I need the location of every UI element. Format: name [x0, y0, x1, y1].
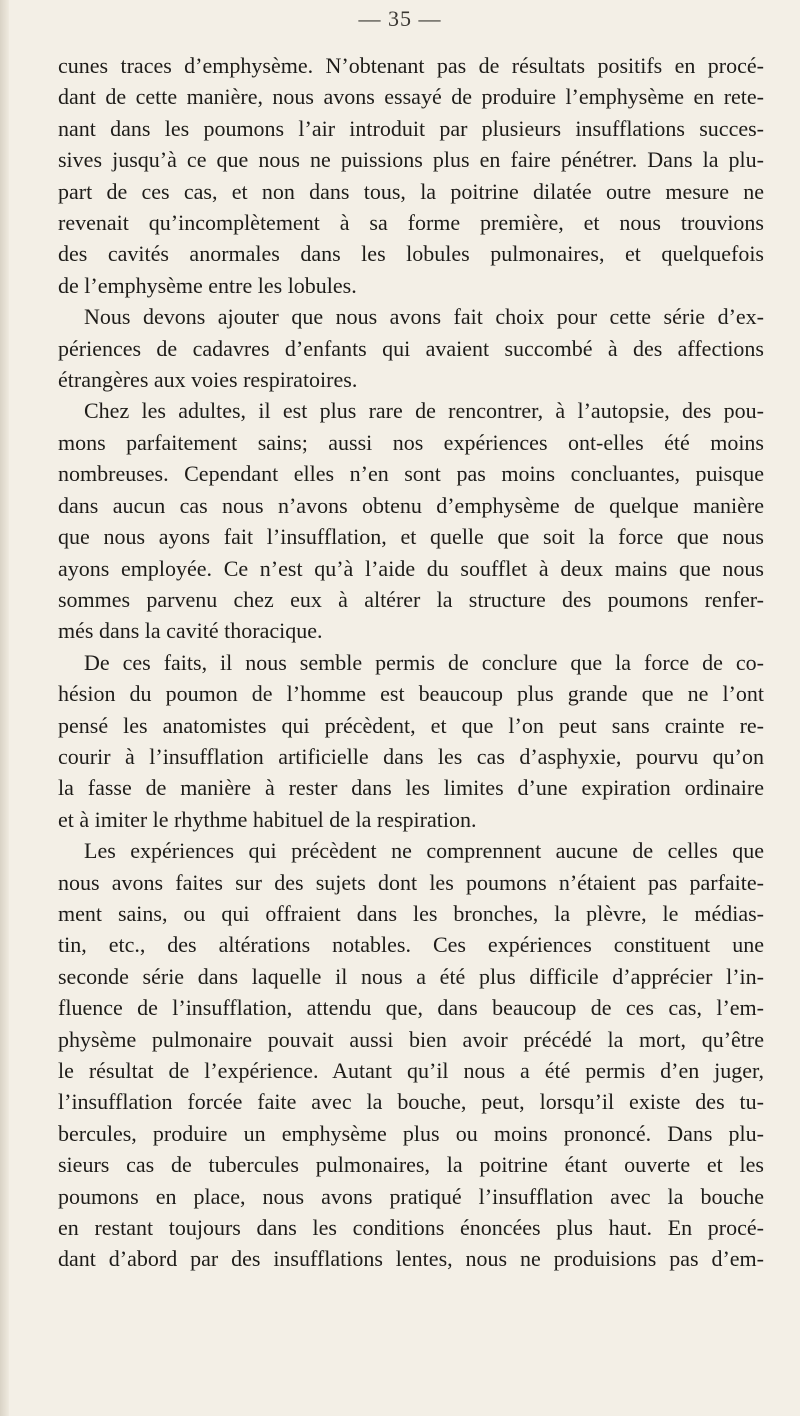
- text-line: sieurs cas de tubercules pulmonaires, la poitrine étant ouverte et les: [58, 1152, 764, 1178]
- text-line: mons parfaitement sains; aussi nos expériences ont-elles été moins: [58, 429, 764, 455]
- text-line: de l’emphysème entre les lobules.: [58, 272, 357, 298]
- text-line: des cavités anormales dans les lobules pulmonaires, et quelquefois: [58, 241, 764, 267]
- text-line: cunes traces d’emphysème. N’obtenant pas de résultats positifs en procé-: [58, 53, 764, 78]
- text-line: poumons en place, nous avons pratiqué l’insufflation avec la bouche: [58, 1183, 764, 1209]
- text-line: étrangères aux voies respiratoires.: [58, 367, 358, 393]
- body-text: [58, 50, 764, 1275]
- text-line: la fasse de manière à rester dans les limites d’une expiration ordinaire: [58, 775, 764, 801]
- text-line: nous avons faites sur des sujets dont les poumons n’étaient pas parfaite-: [58, 869, 764, 895]
- text-line: dant d’abord par des insufflations lentes, nous ne produisions pas d’em-: [58, 1246, 764, 1272]
- text-line: et à imiter le rhythme habituel de la respiration.: [58, 806, 477, 832]
- page-number-header: — 35 —: [358, 6, 442, 31]
- text-line: nant dans les poumons l’air introduit par plusieurs insufflations succes-: [58, 115, 764, 141]
- text-line: Nous devons ajouter que nous avons fait choix pour cette série d’ex-: [84, 304, 764, 330]
- text-line: l’insufflation forcée faite avec la bouche, peut, lorsqu’il existe des tu-: [58, 1089, 764, 1115]
- text-line: tin, etc., des altérations notables. Ces expériences constituent une: [58, 932, 764, 958]
- text-line: hésion du poumon de l’homme est beaucoup plus grande que ne l’ont: [58, 681, 764, 707]
- text-line: part de ces cas, et non dans tous, la poitrine dilatée outre mesure ne: [58, 178, 764, 204]
- text-line: revenait qu’incomplètement à sa forme première, et nous trouvions: [58, 210, 764, 236]
- text-line: physème pulmonaire pouvait aussi bien avoir précédé la mort, qu’être: [58, 1026, 764, 1052]
- text-line: nombreuses. Cependant elles n’en sont pas moins concluantes, puisque: [58, 461, 764, 487]
- text-line: pensé les anatomistes qui précèdent, et que l’on peut sans crainte re-: [58, 712, 764, 738]
- text-line: ment sains, ou qui offraient dans les bronches, la plèvre, le médias-: [58, 900, 764, 926]
- text-line: périences de cadavres d’enfants qui avaient succombé à des affections: [58, 335, 764, 361]
- text-line: courir à l’insufflation artificielle dans les cas d’asphyxie, pourvu qu’on: [58, 743, 764, 769]
- text-line: Les expériences qui précèdent ne comprennent aucune de celles que: [84, 838, 764, 864]
- text-line: que nous ayons fait l’insufflation, et quelle que soit la force que nous: [58, 524, 764, 550]
- page-binding-edge: [0, 0, 9, 1416]
- text-line: De ces faits, il nous semble permis de conclure que la force de co-: [84, 649, 764, 675]
- text-line: dant de cette manière, nous avons essayé de produire l’emphysème en rete-: [58, 84, 764, 110]
- text-line: seconde série dans laquelle il nous a été plus difficile d’apprécier l’in-: [58, 963, 764, 989]
- text-line: bercules, produire un emphysème plus ou moins prononcé. Dans plu-: [58, 1120, 764, 1146]
- text-line: sommes parvenu chez eux à altérer la structure des poumons renfer-: [58, 586, 764, 612]
- text-line: fluence de l’insufflation, attendu que, dans beaucoup de ces cas, l’em-: [58, 995, 764, 1021]
- text-line: sives jusqu’à ce que nous ne puissions plus en faire pénétrer. Dans la plu-: [58, 147, 764, 173]
- text-line: en restant toujours dans les conditions énoncées plus haut. En procé-: [58, 1215, 764, 1241]
- text-line: le résultat de l’expérience. Autant qu’il nous a été permis d’en juger,: [58, 1058, 764, 1083]
- text-line: Chez les adultes, il est plus rare de rencontrer, à l’autopsie, des pou-: [84, 398, 764, 424]
- text-line: més dans la cavité thoracique.: [58, 618, 323, 644]
- text-line: ayons employée. Ce n’est qu’à l’aide du soufflet à deux mains que nous: [58, 555, 764, 581]
- text-line: dans aucun cas nous n’avons obtenu d’emphysème de quelque manière: [58, 492, 764, 518]
